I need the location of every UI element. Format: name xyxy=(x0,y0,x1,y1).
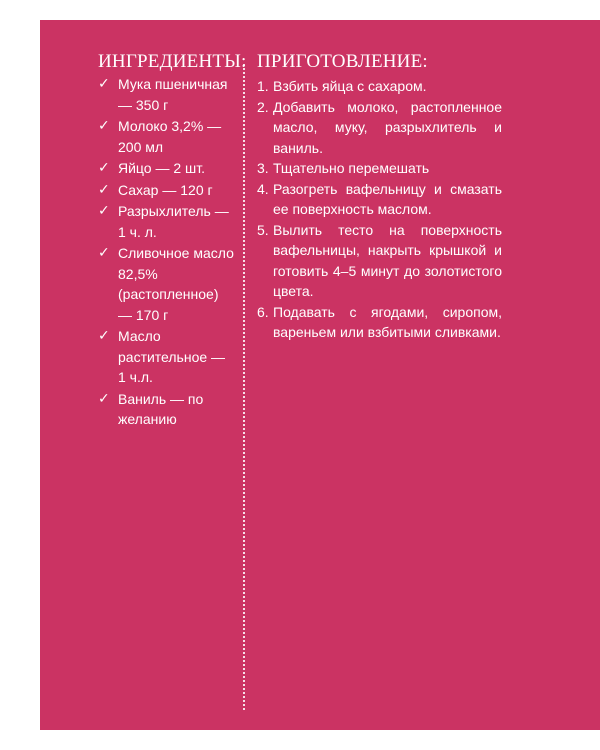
ingredient-item: ✓ Сахар — 120 г xyxy=(98,180,236,201)
step-text: Добавить молоко, растопленное масло, муку, разрыхлитель и ваниль. xyxy=(273,98,502,156)
step-item xyxy=(257,302,502,343)
preparation-title: ПРИГОТОВЛЕНИЕ: xyxy=(257,51,428,72)
ingredient-item: ✓ Яйцо — 2 шт. xyxy=(98,158,236,179)
preparation-steps xyxy=(257,76,502,343)
step-item xyxy=(257,97,502,159)
step-item xyxy=(257,158,502,179)
step-number: 3. xyxy=(257,160,269,176)
step-number: 1. xyxy=(257,78,269,94)
step-number: 2. xyxy=(257,98,269,115)
step-text: Вылить тесто на поверхность вафельницы, накрыть крышкой и готовить 4–5 минут до золотистого цвета. xyxy=(273,221,502,299)
check-icon: ✓ xyxy=(98,160,110,176)
step-item xyxy=(257,179,502,220)
step-item xyxy=(257,76,502,97)
step-text: Разогреть вафельницу и смазать ее поверхность маслом. xyxy=(273,180,502,217)
ingredient-item: ✓ Масло растительное — 1 ч.л. xyxy=(98,328,226,385)
check-icon: ✓ xyxy=(98,118,110,134)
step-text: Тщательно перемешать xyxy=(273,160,430,176)
step-text: Подавать с ягодами, сиропом, вареньем или взбитыми сливками. xyxy=(273,303,502,340)
ingredient-item: ✓ Молоко 3,2% — 200 мл xyxy=(98,118,222,155)
recipe-page xyxy=(40,20,600,730)
step-number: 4. xyxy=(257,180,269,197)
ingredient-item: ✓ Мука пшеничная — 350 г xyxy=(98,76,228,113)
step-item xyxy=(257,220,502,302)
ingredient-item: ✓ Ваниль — по желанию xyxy=(98,390,204,427)
ingredient-item: ✓ Сливочное масло 82,5% (растопленное) — 170 г xyxy=(98,245,234,323)
check-icon: ✓ xyxy=(98,390,110,407)
check-icon: ✓ xyxy=(98,181,110,198)
ingredients-list xyxy=(98,74,236,431)
check-icon: ✓ xyxy=(98,245,110,261)
ingredient-item: ✓ Разрыхлитель — 1 ч. л. xyxy=(98,203,229,240)
check-icon: ✓ xyxy=(98,76,110,92)
ingredients-title: ИНГРЕДИЕНТЫ: xyxy=(98,51,247,72)
check-icon: ✓ xyxy=(98,203,110,219)
dotted-divider xyxy=(243,64,245,710)
check-icon: ✓ xyxy=(98,328,110,344)
step-number: 5. xyxy=(257,221,269,238)
step-number: 6. xyxy=(257,303,269,320)
step-text: Взбить яйца с сахаром. xyxy=(273,78,427,94)
